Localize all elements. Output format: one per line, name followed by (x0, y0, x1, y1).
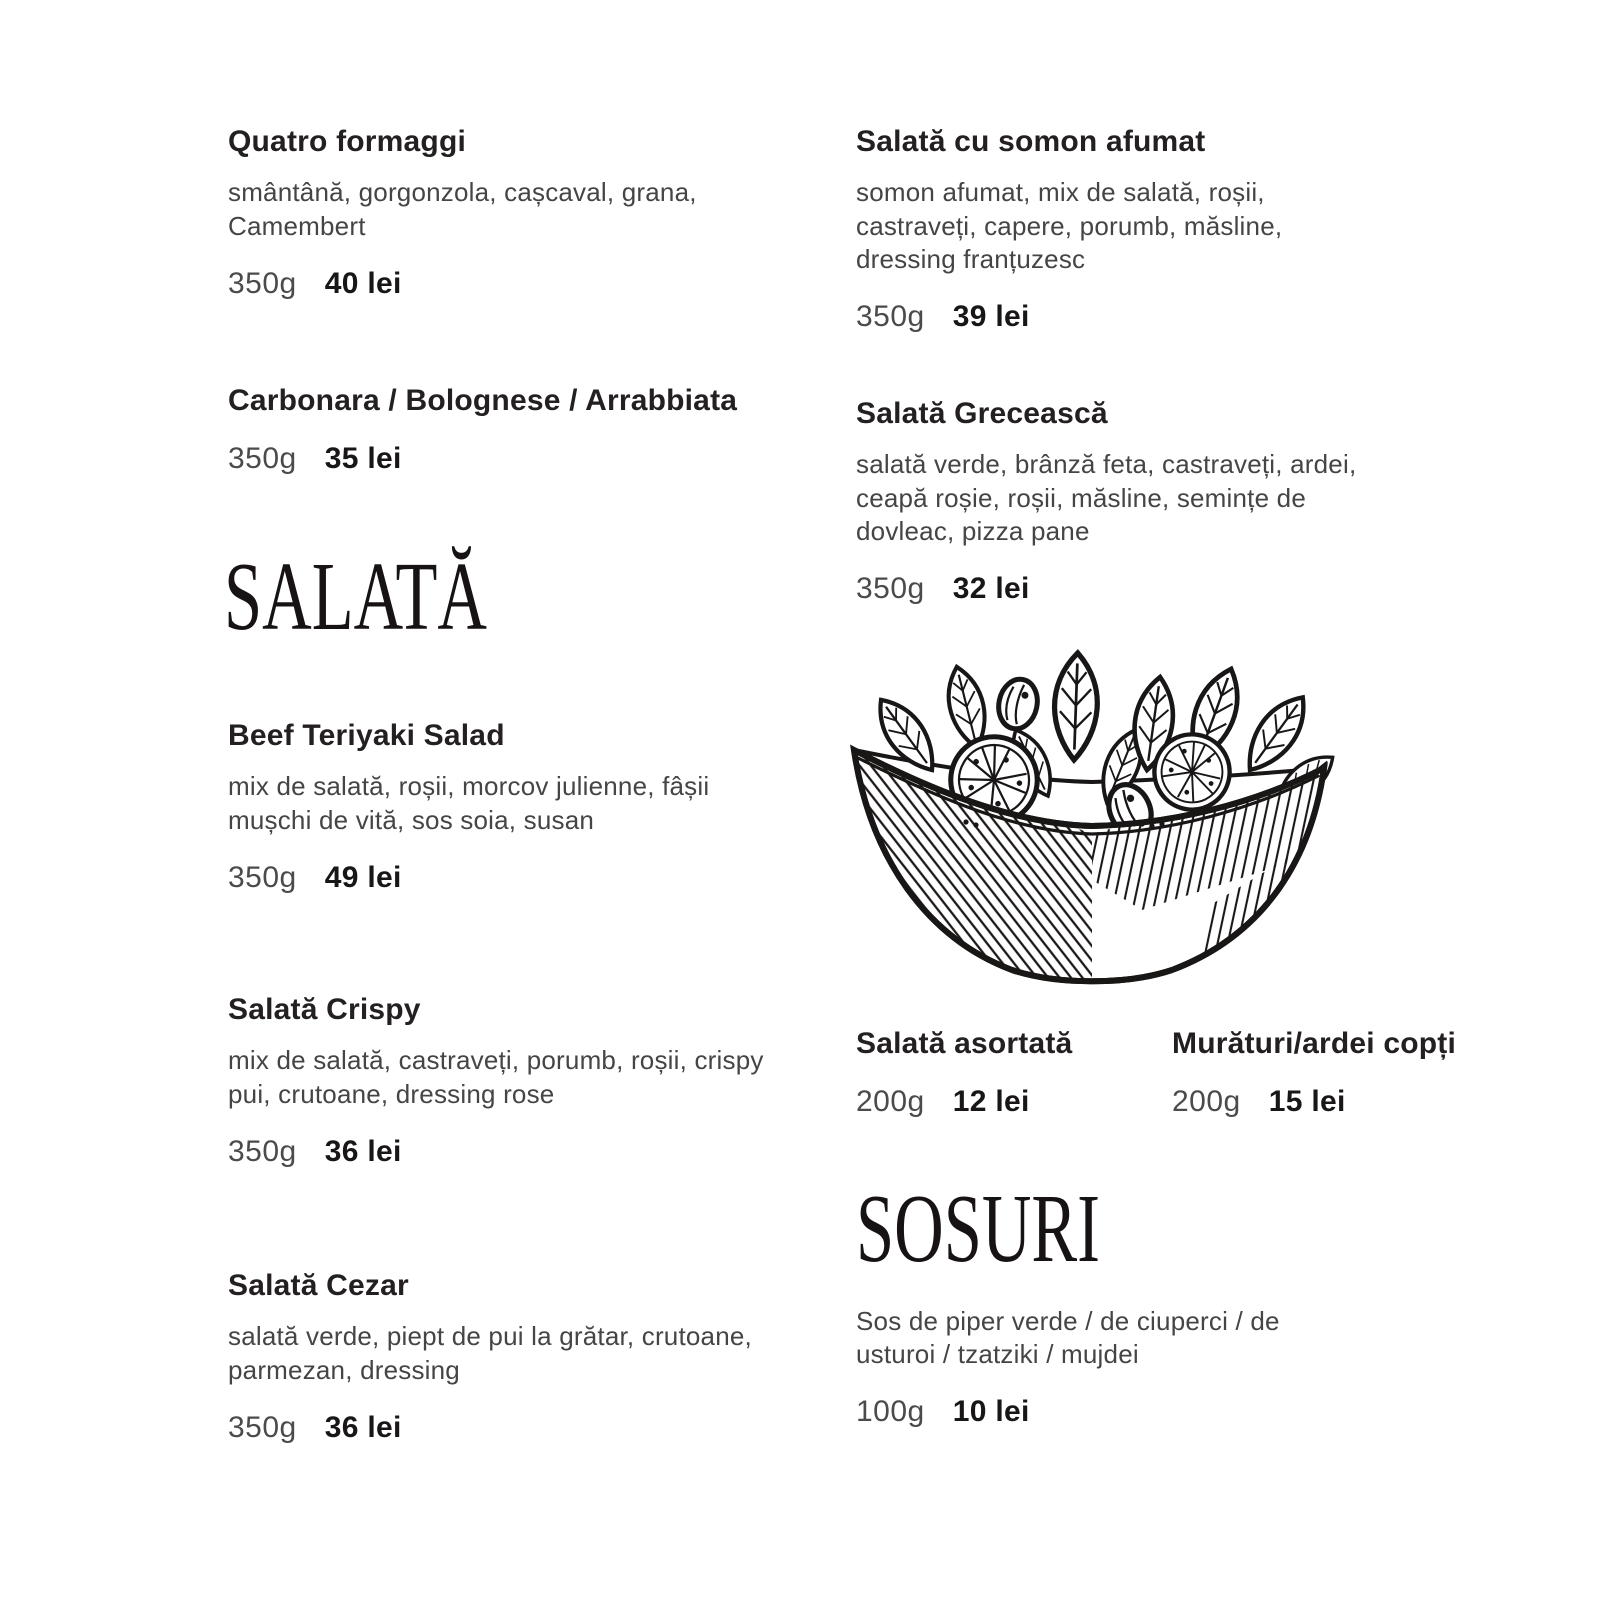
item-price: 36 lei (324, 1410, 402, 1444)
salad-bowl-illustration (842, 618, 1352, 990)
menu-item-muraturi (1172, 1026, 1456, 1118)
item-name: Carbonara / Bolognese / Arrabbiata (228, 384, 738, 417)
item-weight: 200g (856, 1085, 925, 1119)
item-name: Salată cu somon afumat (856, 125, 1206, 158)
price-row (856, 1085, 1072, 1118)
item-price: 15 lei (1268, 1085, 1346, 1119)
price-row (1172, 1085, 1456, 1118)
price-row (228, 267, 788, 300)
price-row (856, 572, 1401, 605)
item-weight: 350g (228, 442, 297, 476)
menu-item-beef-teriyaki (228, 718, 788, 894)
menu-item-somon-afumat (856, 124, 1326, 333)
item-description: somon afumat, mix de salată, roșii, castraveți, capere, porumb, măsline, dressing franțuzesc (856, 177, 1283, 274)
item-price: 49 lei (324, 860, 402, 894)
item-price: 12 lei (952, 1085, 1030, 1119)
item-price: 35 lei (324, 442, 402, 476)
item-description: salată verde, brânză feta, castraveți, ardei, ceapă roșie, roșii, măsline, semințe de dovleac, pizza pane (856, 449, 1357, 546)
price-row (228, 861, 788, 894)
item-weight: 350g (228, 1410, 297, 1444)
price-row (228, 1135, 788, 1168)
menu-item-salata-asortata (856, 1026, 1072, 1118)
item-price: 36 lei (324, 1134, 402, 1168)
item-weight: 350g (856, 300, 925, 334)
menu-item-quatro-formaggi (228, 124, 788, 300)
item-name: Salată asortată (856, 1027, 1073, 1060)
item-description: Sos de piper verde / de ciuperci / de usturoi / tzatziki / mujdei (856, 1305, 1280, 1370)
item-weight: 350g (856, 572, 925, 606)
item-weight: 200g (1172, 1085, 1241, 1119)
item-description: salată verde, piept de pui la grătar, crutoane, parmezan, dressing (228, 1321, 752, 1385)
item-name: Salată Crispy (228, 993, 421, 1026)
item-price: 39 lei (952, 300, 1030, 334)
price-row (228, 442, 868, 475)
item-description: mix de salată, roșii, morcov julienne, fâșii mușchi de vită, sos soia, susan (228, 771, 710, 835)
item-price: 10 lei (952, 1395, 1030, 1429)
menu-item-salata-cezar (228, 1268, 788, 1444)
menu-item-carbonara (228, 383, 868, 475)
item-weight: 100g (856, 1395, 925, 1429)
price-row (856, 300, 1326, 333)
item-price: 40 lei (324, 266, 402, 300)
item-price: 32 lei (952, 572, 1030, 606)
section-heading-salata: SALATĂ (224, 543, 487, 651)
item-name: Quatro formaggi (228, 125, 467, 158)
section-sosuri (856, 1175, 1306, 1429)
menu-item-salata-crispy (228, 992, 788, 1168)
item-weight: 350g (228, 1134, 297, 1168)
item-weight: 350g (228, 266, 297, 300)
item-description: smântână, gorgonzola, cașcaval, grana, Camembert (228, 177, 697, 241)
item-description: mix de salată, castraveți, porumb, roșii, crispy pui, crutoane, dressing rose (228, 1045, 764, 1109)
menu-item-salata-greceasca (856, 396, 1401, 605)
item-name: Murături/ardei copți (1172, 1027, 1457, 1060)
item-weight: 350g (228, 860, 297, 894)
price-row (228, 1411, 788, 1444)
item-name: Salată Grecească (856, 397, 1108, 430)
item-name: Beef Teriyaki Salad (228, 719, 505, 752)
price-row (856, 1395, 1306, 1428)
section-heading-sosuri: SOSURI (856, 1175, 1100, 1283)
item-name: Salată Cezar (228, 1269, 409, 1302)
